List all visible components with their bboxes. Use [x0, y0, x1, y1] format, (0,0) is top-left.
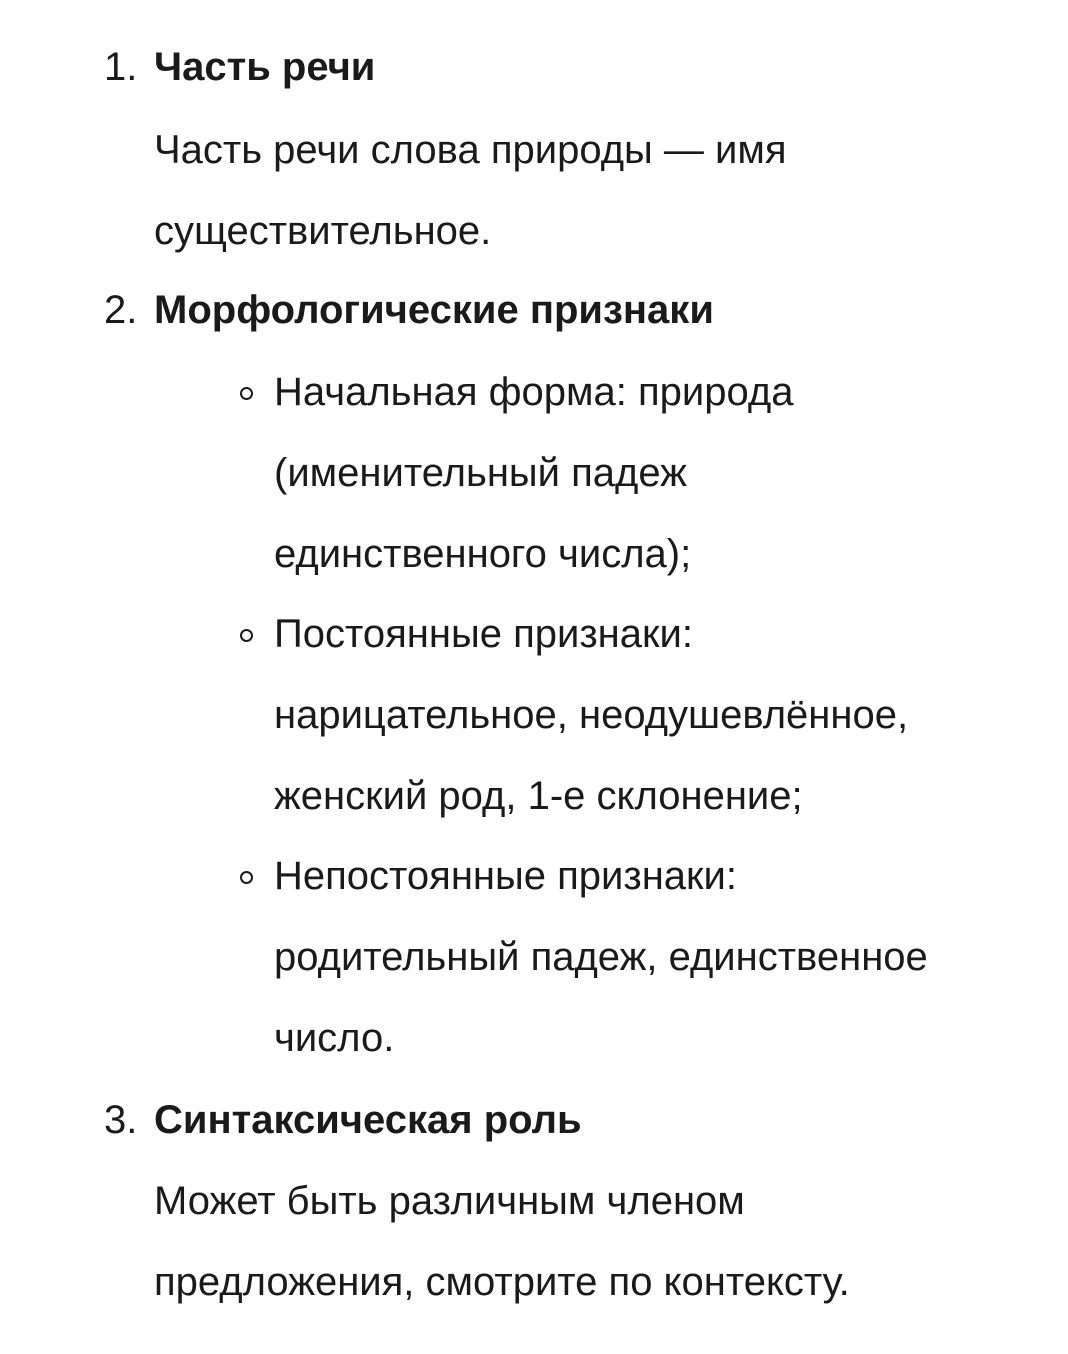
- bullet-circle-icon: [240, 629, 253, 642]
- bullet-item: [274, 594, 1034, 837]
- bullet-line: родительный падеж, единственное: [274, 935, 928, 979]
- item-3-text: [154, 1161, 1014, 1323]
- bullet-line: Начальная форма: природа: [274, 370, 794, 414]
- item-1-text-line: существительное.: [154, 209, 492, 253]
- item-2-number: 2.: [104, 288, 138, 332]
- item-1-text-line: Часть речи слова природы — имя: [154, 128, 787, 172]
- bullet-item: [274, 836, 1034, 1079]
- bullet-item: [274, 352, 1034, 595]
- bullet-line: Непостоянные признаки:: [274, 854, 737, 898]
- bullet-line: Постоянные признаки:: [274, 612, 693, 656]
- item-1-text: [154, 110, 1014, 272]
- item-3-number: 3.: [104, 1098, 138, 1142]
- item-1-heading: Часть речи: [154, 45, 376, 89]
- bullet-circle-icon: [240, 387, 253, 400]
- item-3-text-line: предложения, смотрите по контексту.: [154, 1260, 850, 1304]
- bullet-line: нарицательное, неодушевлённое,: [274, 693, 909, 737]
- bullet-line: женский род, 1-е склонение;: [274, 774, 803, 818]
- item-3-heading: Синтаксическая роль: [154, 1098, 582, 1142]
- bullet-line: число.: [274, 1016, 395, 1060]
- bullet-line: единственного числа);: [274, 532, 692, 576]
- item-2-heading: Морфологические признаки: [154, 288, 714, 332]
- item-3-text-line: Может быть различным членом: [154, 1179, 745, 1223]
- bullet-circle-icon: [240, 871, 253, 884]
- item-1-number: 1.: [104, 45, 138, 89]
- bullet-line: (именительный падеж: [274, 451, 687, 495]
